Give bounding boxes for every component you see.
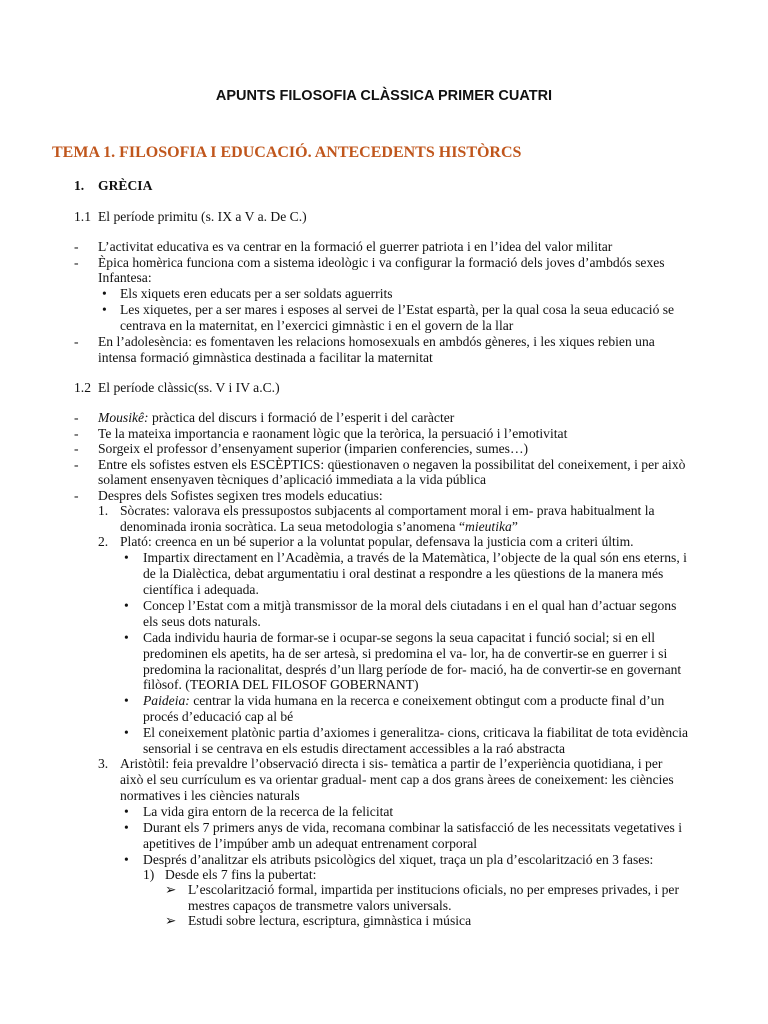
list-item: Èpica homèrica funciona com a sistema ideològic i va configurar la formació dels joves d’ambdós sexes	[98, 255, 665, 270]
list-item: Aristòtil: feia prevaldre l’observació directa i sis- temàtica a partir de l’experiència quotidiana, i per	[120, 756, 663, 771]
subsection-title: El període primitu (s. IX a V a. De C.)	[98, 209, 307, 224]
list-item: sensorial i se centrava en els estudis directament accessibles a la raó abstracta	[143, 741, 565, 756]
topic-heading: TEMA 1. FILOSOFIA I EDUCACIÓ. ANTECEDENTS HISTÒRCS	[52, 144, 522, 161]
bullet-marker: •	[124, 804, 129, 819]
list-item: Mousikê: pràctica del discurs i formació de l’esperit i del caràcter	[98, 410, 455, 425]
section-number: 1.	[74, 178, 85, 193]
list-item: científica i adequada.	[143, 582, 259, 597]
list-item: Impartix directament en l’Acadèmia, a través de la Matemàtica, l’objecte de la qual són ens eterns, i	[143, 550, 687, 565]
bullet-marker: •	[124, 725, 129, 740]
bullet-marker: •	[102, 302, 107, 317]
bullet-marker: •	[124, 820, 129, 835]
bullet-marker: •	[124, 630, 129, 645]
list-item: Les xiquetes, per a ser mares i esposes al servei de l’Estat espartà, per la qual cosa la seua educació se	[120, 302, 675, 317]
section-title: GRÈCIA	[98, 178, 153, 193]
numbered-marker: 1)	[143, 867, 155, 882]
list-item: solament ensenyaven tècniques d’aplicació immediata a la vida pública	[98, 472, 487, 487]
subsection-number: 1.1	[74, 209, 91, 224]
dash-marker: -	[74, 239, 79, 254]
list-item: Estudi sobre lectura, escriptura, gimnàstica i música	[188, 913, 472, 928]
list-item: Plató: creenca en un bé superior a la voluntat popular, defensava la justicia com a criteri últim.	[120, 534, 634, 549]
list-item: intensa formació gimnàstica destinada a facilitar la maternitat	[98, 350, 433, 365]
list-item: Durant els 7 primers anys de vida, recomana combinar la satisfacció de les necessitats vegetatives i	[143, 820, 683, 835]
list-item: normatives i les ciències naturals	[120, 788, 300, 803]
list-item: El coneixement platònic partia d’axiomes i generalitza- cions, criticava la fiabilitat de tota evidència	[143, 725, 689, 740]
bullet-marker: •	[124, 852, 129, 867]
list-item: Entre els sofistes estven els ESCÈPTICS: qüestionaven o negaven la possibilitat del coneixement, i per això	[98, 457, 686, 472]
list-item: Te la mateixa importancia e raonament lògic que la teròrica, la persuació i l’emotivitat	[98, 426, 568, 441]
numbered-marker: 2.	[98, 534, 109, 549]
list-item: centrava en la maternitat, en l’exercici gimnàstic i en el govern de la llar	[120, 318, 514, 333]
term-paideia: Paideia:	[143, 693, 190, 708]
subsection-title: El període clàssic(ss. V i IV a.C.)	[98, 380, 280, 395]
bullet-marker: •	[124, 693, 129, 708]
list-item: La vida gira entorn de la recerca de la felicitat	[143, 804, 394, 819]
list-item: els seus dots naturals.	[143, 614, 261, 629]
list-item: filòsof. (TEORIA DEL FILOSOF GOBERNANT)	[143, 677, 419, 692]
list-item: Sorgeix el professor d’ensenyament superior (imparien conferencies, sumes…)	[98, 441, 529, 456]
dash-marker: -	[74, 488, 79, 503]
dash-marker: -	[74, 334, 79, 349]
dash-marker: -	[74, 426, 79, 441]
arrow-marker: ➢	[165, 882, 177, 897]
list-item: Cada individu hauria de formar-se i ocupar-se segons la seua capacitat i funció social; si en ell	[143, 630, 656, 645]
bullet-marker: •	[124, 598, 129, 613]
list-item: denominada ironia socràtica. La seua metodologia s’anomena “mieutika”	[120, 519, 518, 534]
dash-marker: -	[74, 255, 79, 270]
numbered-marker: 1.	[98, 503, 109, 518]
list-item: Paideia: centrar la vida humana en la recerca e coneixement obtingut com a producte final d’un	[143, 693, 665, 708]
list-item: Els xiquets eren educats per a ser soldats aguerrits	[120, 286, 393, 301]
numbered-marker: 3.	[98, 756, 109, 771]
document-title: APUNTS FILOSOFIA CLÀSSICA PRIMER CUATRI	[215, 88, 553, 104]
term-mousike: Mousikê:	[98, 410, 149, 425]
list-item: L’activitat educativa es va centrar en la formació el guerrer patriota i en l’idea del valor militar	[98, 239, 613, 254]
list-item: predominen els apetits, ha de ser artesà, si predomina el va- lor, ha de convertir-se en guerrer i si	[143, 646, 668, 661]
term-mieutika: mieutika	[465, 519, 512, 534]
list-item: Despres dels Sofistes segixen tres models educatius:	[98, 488, 383, 503]
list-item: apetitives de l’impúber amb un adequat entrenament corporal	[143, 836, 478, 851]
list-item: Després d’analitzar els atributs psicològics del xiquet, traça un pla d’escolarització en 3 fases:	[143, 852, 654, 867]
list-item: Infantesa:	[98, 270, 152, 285]
list-item: de la Dialèctica, debat argumentatiu i oral destinat a respondre a les qüestions de la manera més	[143, 566, 664, 581]
list-item: predomina la racionalitat, després d’un llarg període de for- mació, ha de convertir-se en governant	[143, 662, 682, 677]
dash-marker: -	[74, 457, 79, 472]
list-item: procés d’educació cap al bé	[143, 709, 294, 724]
list-item: mestres capaços de transmetre valors universals.	[188, 898, 452, 913]
list-item: L’escolarització formal, impartida per institucions oficials, no per empreses privades, i per	[188, 882, 679, 897]
list-item: En l’adolesència: es fomentaven les relacions homosexuals en ambdós gèneres, i les xiques rebien una	[98, 334, 655, 349]
list-item: Desde els 7 fins la pubertat:	[165, 867, 317, 882]
bullet-marker: •	[124, 550, 129, 565]
dash-marker: -	[74, 410, 79, 425]
dash-marker: -	[74, 441, 79, 456]
list-item: Concep l’Estat com a mitjà transmissor de la moral dels ciutadans i en el qual han d’actuar segons	[143, 598, 677, 613]
list-item: això el seu currículum es va orientar gradual- ment cap a dos grans àrees de coneixement: les ciències	[120, 772, 674, 787]
arrow-marker: ➢	[165, 913, 177, 928]
list-item: Sòcrates: valorava els pressupostos subjacents al comportament moral i em- prava habitualment la	[120, 503, 655, 518]
bullet-marker: •	[102, 286, 107, 301]
subsection-number: 1.2	[74, 380, 91, 395]
